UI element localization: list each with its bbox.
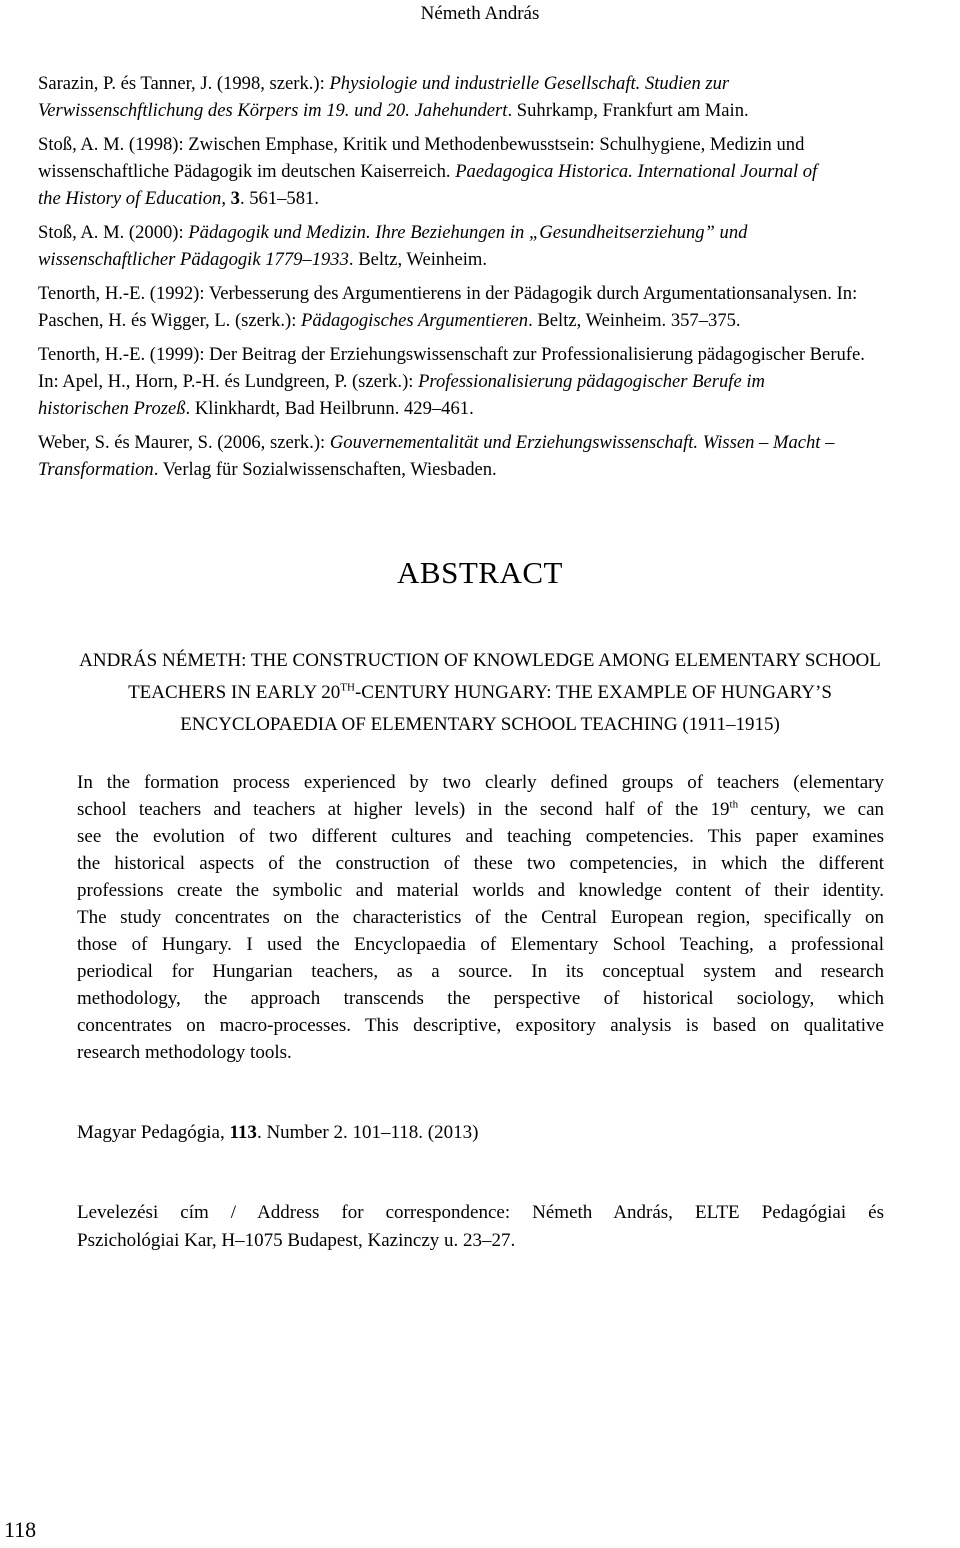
abstract-line: professions create the symbolic and material worlds and knowledge content of their identity. — [77, 880, 884, 901]
reference-entry — [38, 341, 943, 422]
correspondence-line-2: Pszichológiai Kar, H–1075 Budapest, Kazinczy u. 23–27. — [77, 1230, 516, 1251]
reference-text: . Suhrkamp, Frankfurt am Main. — [507, 100, 749, 121]
abstract-heading: ABSTRACT — [397, 555, 563, 590]
reference-line — [38, 395, 943, 422]
journal-citation — [77, 1119, 884, 1147]
reference-list — [38, 70, 943, 490]
abstract-title-line-2-start: TEACHERS IN EARLY 20 — [128, 682, 341, 703]
abstract-body — [77, 769, 884, 1066]
reference-line — [38, 185, 943, 212]
reference-text: wissenschaftliche Pädagogik im deutschen Kaiserreich. — [38, 161, 456, 182]
abstract-line: concentrates on macro-processes. This descriptive, expository analysis is based on qualitative — [77, 1015, 884, 1036]
reference-line — [38, 368, 943, 395]
abstract-line: research methodology tools. — [77, 1042, 292, 1063]
reference-entry — [38, 280, 943, 334]
reference-line — [38, 97, 943, 124]
reference-title-text: Pädagogik und Medizin. Ihre Beziehungen in „Gesundheitserziehung” und — [188, 222, 748, 243]
reference-text: Tenorth, H.-E. (1999): Der Beitrag der Erziehungswissenschaft zur Professionalisierung pädagogischer Berufe. — [38, 344, 865, 365]
abstract-line-tail: century, we can — [738, 799, 884, 820]
reference-title-text: Transformation — [38, 459, 154, 480]
citation-volume: 113 — [229, 1122, 257, 1143]
reference-line — [38, 70, 943, 97]
abstract-line: see the evolution of two different cultures and teaching competencies. This paper examines — [77, 826, 884, 847]
abstract-title-superscript: TH — [340, 681, 355, 694]
abstract-title-line-2 — [0, 677, 960, 709]
reference-text: Tenorth, H.-E. (1992): Verbesserung des Argumentierens in der Pädagogik durch Argumentationsanalysen. In: — [38, 283, 858, 304]
reference-line — [38, 280, 943, 307]
abstract-line: those of Hungary. I used the Encyclopaedia of Elementary School Teaching, a professional — [77, 934, 884, 955]
reference-line — [38, 307, 943, 334]
abstract-title-line-3: ENCYCLOPAEDIA OF ELEMENTARY SCHOOL TEACHING (1911–1915) — [180, 714, 780, 735]
reference-entry — [38, 429, 943, 483]
reference-text: , — [221, 188, 231, 209]
abstract-line: methodology, the approach transcends the perspective of historical sociology, which — [77, 988, 884, 1009]
running-head: Németh András — [420, 3, 540, 24]
correspondence-line-1: Levelezési cím / Address for correspondence: Németh András, ELTE Pedagógiai és — [77, 1202, 884, 1223]
abstract-line: The study concentrates on the characteristics of the Central European region, specifically on — [77, 907, 884, 928]
reference-title-text: Paedagogica Historica. International Journal of — [455, 161, 818, 182]
reference-text: . Beltz, Weinheim. 357–375. — [528, 310, 741, 331]
reference-line — [38, 429, 943, 456]
reference-text: Sarazin, P. és Tanner, J. (1998, szerk.): — [38, 73, 330, 94]
reference-text: . Beltz, Weinheim. — [348, 249, 488, 270]
correspondence-address — [77, 1199, 884, 1255]
abstract-title-line-2-end: -CENTURY HUNGARY: THE EXAMPLE OF HUNGARY’S — [354, 682, 832, 703]
reference-text: Weber, S. és Maurer, S. (2006, szerk.): — [38, 432, 330, 453]
reference-text: Stoß, A. M. (1998): Zwischen Emphase, Kritik und Methodenbewusstsein: Schulhygiene, Medizin und — [38, 134, 805, 155]
abstract-line: In the formation process experienced by two clearly defined groups of teachers (elementary — [77, 772, 884, 793]
reference-text: Paschen, H. és Wigger, L. (szerk.): — [38, 310, 302, 331]
reference-text: . Klinkhardt, Bad Heilbrunn. 429–461. — [185, 398, 474, 419]
abstract-line — [77, 796, 884, 823]
reference-line — [38, 456, 943, 483]
reference-text: 3 — [230, 188, 240, 209]
reference-entry — [38, 219, 943, 273]
abstract-line: the historical aspects of the construction of these two competencies, in which the different — [77, 853, 884, 874]
reference-title-text: Physiologie und industrielle Gesellschaft. Studien zur — [329, 73, 730, 94]
reference-line — [38, 341, 943, 368]
reference-title-text: the History of Education — [38, 188, 222, 209]
reference-title-text: wissenschaftlicher Pädagogik 1779–1933 — [38, 249, 349, 270]
abstract-title-line-1: ANDRÁS NÉMETH: THE CONSTRUCTION OF KNOWLEDGE AMONG ELEMENTARY SCHOOL — [79, 650, 881, 671]
citation-rest: . Number 2. 101–118. (2013) — [256, 1122, 479, 1143]
reference-title-text: Verwissenschftlichung des Körpers im 19. und 20. Jahehundert — [38, 100, 508, 121]
reference-title-text: Pädagogisches Argumentieren — [301, 310, 529, 331]
reference-title-text: Gouvernementalität und Erziehungswissenschaft. Wissen – Macht – — [329, 432, 835, 453]
abstract-line: periodical for Hungarian teachers, as a source. In its conceptual system and research — [77, 961, 884, 982]
reference-line — [38, 158, 943, 185]
reference-text: . 561–581. — [239, 188, 319, 209]
reference-text: Stoß, A. M. (2000): — [38, 222, 189, 243]
abstract-line-text: school teachers and teachers at higher levels) in the second half of the 19 — [77, 799, 730, 820]
abstract-line-superscript: th — [729, 798, 739, 811]
reference-title-text: historischen Prozeß — [38, 398, 186, 419]
reference-text: . Verlag für Sozialwissenschaften, Wiesbaden. — [153, 459, 497, 480]
citation-journal: Magyar Pedagógia, — [77, 1122, 230, 1143]
reference-text: In: Apel, H., Horn, P.-H. és Lundgreen, P. (szerk.): — [38, 371, 419, 392]
reference-line — [38, 246, 943, 273]
abstract-title — [0, 645, 960, 741]
reference-entry — [38, 131, 943, 212]
reference-line — [38, 219, 943, 246]
reference-line — [38, 131, 943, 158]
page-number: 118 — [4, 1517, 37, 1542]
reference-title-text: Professionalisierung pädagogischer Berufe im — [418, 371, 765, 392]
reference-entry — [38, 70, 943, 124]
